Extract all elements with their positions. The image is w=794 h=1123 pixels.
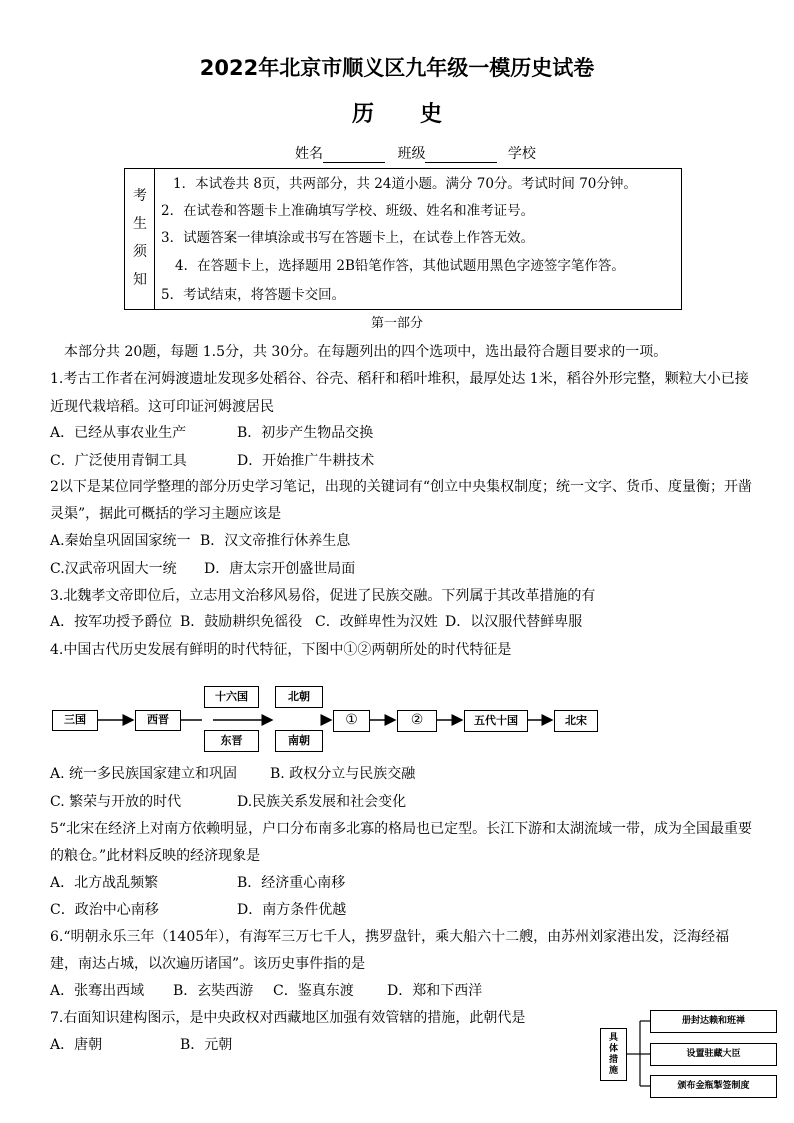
measures-label-char: 具 <box>608 1033 618 1043</box>
notice-heading-char: 考 <box>133 188 147 204</box>
option-5a[interactable]: A．北方战乱频繁 <box>50 875 159 891</box>
dynasty-box-dongjin: 东晋 <box>204 730 259 752</box>
option-4a[interactable]: A. 统一多民族国家建立和巩固 <box>50 766 238 782</box>
option-1b[interactable]: B．初步产生物品交换 <box>237 425 374 441</box>
name-label: 姓名 <box>295 146 323 162</box>
notice-item: 4．在答题卡上，选择题用 2B铅笔作答，其他试题用黑色字迹签字笔作答。 <box>175 258 625 274</box>
notice-item: 5．考试结束，将答题卡交回。 <box>161 287 346 303</box>
section-title: 第一部分 <box>370 316 423 331</box>
question-5-line2: 的粮仓。”此材料反映的经济现象是 <box>50 848 261 864</box>
question-2-line2: 灵渠”，据此可概括的学习主题应该是 <box>50 506 282 522</box>
option-6a[interactable]: A．张骞出西域 <box>50 983 145 999</box>
option-6b[interactable]: B．玄奘西游 <box>173 983 254 999</box>
option-3d[interactable]: D．以汉服代替鲜卑服 <box>445 614 583 630</box>
dynasty-box-one: ① <box>333 710 370 732</box>
option-7a[interactable]: A．唐朝 <box>50 1037 103 1053</box>
question-6-line2: 建，南达占城，以次遍历诸国”。该历史事件指的是 <box>50 956 366 972</box>
question-6-line1: 6.“明朝永乐三年（1405年），有海军三万七千人，携罗盘针，乘大船六十二艘，由苏州刘家港出发，泛海经福 <box>50 929 730 945</box>
exam-title: 2022年北京市顺义区九年级一模历史试卷 <box>199 56 595 80</box>
dynasty-box-nanchao: 南朝 <box>275 730 323 752</box>
option-4d[interactable]: D.民族关系发展和社会变化 <box>237 794 407 810</box>
notice-item: 3．试题答案一律填涂或书写在答题卡上，在试卷上作答无效。 <box>161 230 535 246</box>
notice-heading-char: 生 <box>133 216 147 232</box>
option-6c[interactable]: C．鉴真东渡 <box>273 983 354 999</box>
question-3-line1: 3.北魏孝文帝即位后，立志用文治移风易俗，促进了民族交融。下列属于其改革措施的有 <box>50 588 596 604</box>
option-4c[interactable]: C. 繁荣与开放的时代 <box>50 794 182 810</box>
option-1a[interactable]: A．已经从事农业生产 <box>50 425 187 441</box>
section-intro: 本部分共 20题，每题 1.5分，共 30分。在每题列出的四个选项中，选出最符合题目要求的一项。 <box>64 344 668 360</box>
dynasty-box-sanguo: 三国 <box>52 710 98 731</box>
class-label: 班级 <box>397 146 426 162</box>
question-7-line1: 7.右面知识建构图示，是中央政权对西藏地区加强有效管辖的措施，此朝代是 <box>50 1010 526 1026</box>
dynasty-box-beichao: 北朝 <box>275 686 323 708</box>
question-4-line1: 4.中国古代历史发展有鲜明的时代特征，下图中①②两朝所处的时代特征是 <box>50 642 512 658</box>
measure-box: 册封达赖和班禅 <box>650 1010 777 1033</box>
measures-label-box <box>600 1028 627 1081</box>
measures-label-char: 施 <box>608 1066 618 1076</box>
measures-label-char: 体 <box>608 1044 618 1054</box>
option-1c[interactable]: C．广泛使用青铜工具 <box>50 453 187 469</box>
dynasty-box-shiliuguo: 十六国 <box>204 686 259 708</box>
option-3a[interactable]: A．按军功授予爵位 <box>50 614 173 630</box>
option-3c[interactable]: C．改鲜卑性为汉姓 <box>315 614 438 630</box>
option-2b[interactable]: B．汉文帝推行休养生息 <box>200 533 351 549</box>
school-label: 学校 <box>507 146 536 162</box>
measure-box: 设置驻藏大臣 <box>650 1043 777 1066</box>
option-5c[interactable]: C．政治中心南移 <box>50 902 159 918</box>
notice-item: 1．本试卷共 8页，共两部分，共 24道小题。满分 70分。考试时间 70分钟。 <box>173 176 637 192</box>
question-2-line1: 2以下是某位同学整理的部分历史学习笔记，出现的关键词有“创立中央集权制度；统一文字、货币、度量衡；开凿 <box>50 479 753 495</box>
dynasty-box-two: ② <box>397 710 437 732</box>
option-3b[interactable]: B．鼓励耕织免徭役 <box>180 614 303 630</box>
subject-title: 历史 <box>351 102 488 127</box>
dynasty-box-wudai: 五代十国 <box>464 710 528 732</box>
option-5d[interactable]: D．南方条件优越 <box>237 902 347 918</box>
dynasty-box-beisong: 北宋 <box>554 710 598 732</box>
option-6d[interactable]: D．郑和下西洋 <box>387 983 483 999</box>
question-1-line2: 近现代栽培稻。这可印证河姆渡居民 <box>50 399 274 415</box>
option-7b[interactable]: B．元朝 <box>180 1037 233 1053</box>
option-4b[interactable]: B. 政权分立与民族交融 <box>270 766 416 782</box>
notice-heading-char: 知 <box>133 272 147 288</box>
measures-label-char: 措 <box>608 1055 618 1065</box>
option-2c[interactable]: C.汉武帝巩固大一统 <box>50 561 177 577</box>
question-1-line1: 1.考古工作者在河姆渡遗址发现多处稻谷、谷壳、稻秆和稻叶堆积，最厚处达 1米，稻谷外形完整，颗粒大小已接 <box>50 371 749 387</box>
question-5-line1: 5“北宋在经济上对南方依赖明显，户口分布南多北寡的格局也已定型。长江下游和太湖流域一带，成为全国最重要 <box>50 821 753 837</box>
option-5b[interactable]: B．经济重心南移 <box>237 875 346 891</box>
dynasty-box-xijin: 西晋 <box>135 710 181 731</box>
option-2d[interactable]: D．唐太宗开创盛世局面 <box>204 561 356 577</box>
notice-item: 2．在试卷和答题卡上准确填写学校、班级、姓名和准考证号。 <box>161 203 535 219</box>
notice-heading-char: 须 <box>133 244 147 260</box>
measure-box: 颁布金瓶掣签制度 <box>650 1075 777 1098</box>
option-1d[interactable]: D．开始推广牛耕技术 <box>237 453 375 469</box>
option-2a[interactable]: A.秦始皇巩固国家统一 <box>50 533 191 549</box>
